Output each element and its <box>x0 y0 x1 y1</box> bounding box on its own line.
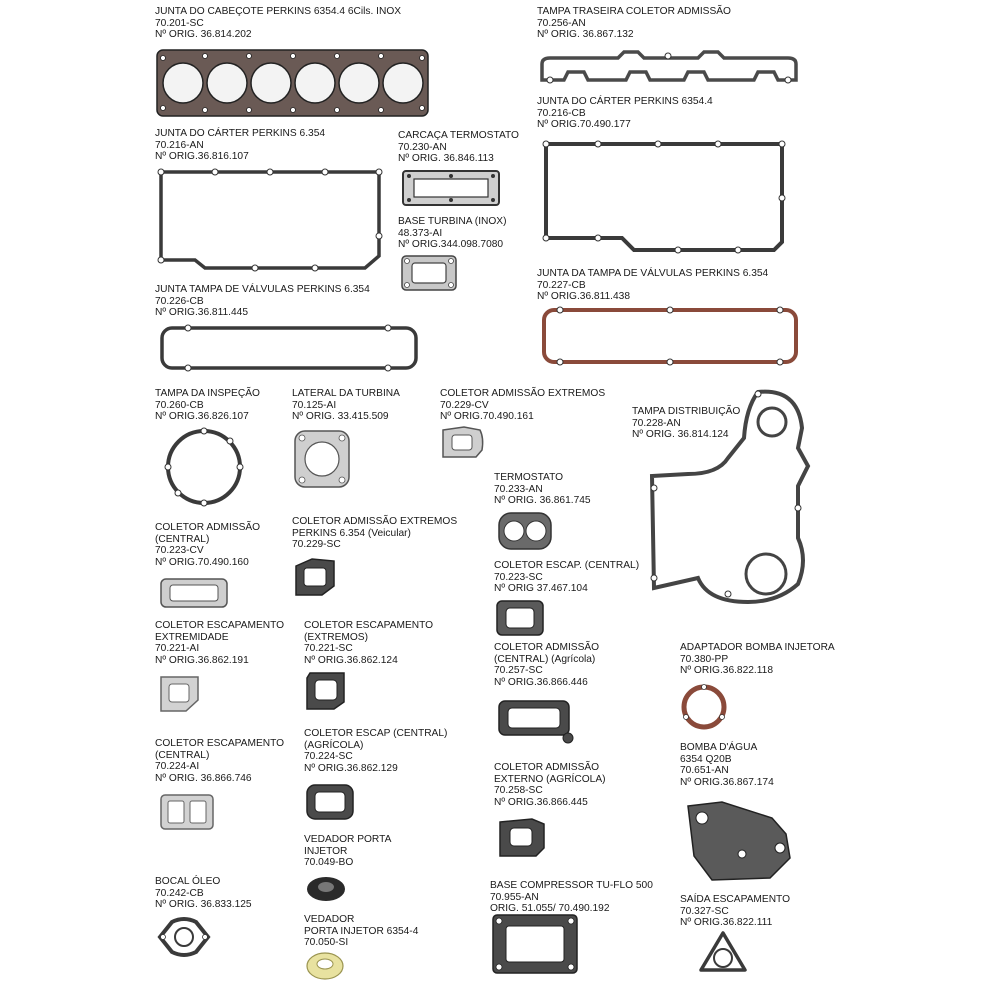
part-code-line: 70.233-AN <box>494 483 543 495</box>
part-code-line: Nº ORIG.36.816.107 <box>155 151 249 163</box>
part-code-line: 70.257-SC <box>494 665 543 677</box>
part-code-line: ORIG. 51.055/ 70.490.192 <box>490 903 610 915</box>
intake-ends-sc-illustration <box>292 556 338 598</box>
part-name: TAMPA DA INSPEÇÃO <box>155 388 260 399</box>
part-code-line: (CENTRAL) <box>155 749 210 761</box>
injection-pump-adapter-illustration <box>680 684 728 730</box>
part-name: COLETOR ESCAP. (CENTRAL) <box>494 560 640 571</box>
caption-saida-escapamento <box>680 894 790 929</box>
caption-coletor-escap-extremidade <box>155 620 284 666</box>
part-name: TAMPA TRASEIRA COLETOR ADMISSÃO <box>537 6 731 17</box>
part-code-line: 70.224-AI <box>155 761 200 773</box>
part-code-line: Nº ORIG. 33.415.509 <box>292 411 389 423</box>
part-code-line: 70.049-BO <box>304 857 354 869</box>
caption-vedador-porta-injetor-6354 <box>304 914 418 949</box>
part-name: TAMPA DISTRIBUIÇÃO <box>632 406 741 417</box>
caption-coletor-adm-central-cv <box>155 522 260 568</box>
part-code-line: Nº ORIG. 36.867.132 <box>537 29 634 41</box>
part-code-line: 70.201-SC <box>155 17 204 29</box>
part-code-line: 48.373-AI <box>398 227 443 239</box>
caption-carter-6354 <box>155 128 325 163</box>
part-code-line: 70.227-CB <box>537 279 586 291</box>
part-name: BASE TURBINA (INOX) <box>398 216 507 227</box>
caption-coletor-escap-central-sc <box>494 560 639 595</box>
part-code-line: 6354 Q20B <box>680 753 732 765</box>
caption-tampa-valvulas-226 <box>155 284 370 319</box>
part-code-line: 70.260-CB <box>155 399 204 411</box>
part-name: BASE COMPRESSOR TU-FLO 500 <box>490 880 653 891</box>
part-code-line: Nº ORIG.36.862.129 <box>304 762 398 774</box>
part-code-line: 70.380-PP <box>680 653 729 665</box>
part-name: COLETOR ADMISSÃO EXTREMOS <box>292 516 458 527</box>
exhaust-outlet-gasket-illustration <box>698 930 748 978</box>
part-code-line: 70.651-AN <box>680 765 729 777</box>
part-code-line: 70.955-AN <box>490 891 539 903</box>
part-code-line: Nº ORIG.36.822.111 <box>680 917 773 929</box>
caption-coletor-adm-externo <box>494 762 606 808</box>
part-code-line: Nº ORIG.36.862.191 <box>155 654 249 666</box>
injector-seal-6354-illustration <box>304 950 346 982</box>
part-code-line: Nº ORIG.36.811.445 <box>155 307 249 319</box>
part-code-line: Nº ORIG.344.098.7080 <box>398 239 504 251</box>
compressor-base-gasket-illustration <box>490 912 580 976</box>
part-code-line: Nº ORIG 37.467.104 <box>494 583 588 595</box>
sump-gasket-6354-4-illustration <box>538 138 790 256</box>
rear-cover-gasket-illustration <box>538 50 800 92</box>
part-name: BOMBA D'ÁGUA <box>680 742 758 753</box>
part-code-line: Nº ORIG. 36.846.113 <box>398 153 494 165</box>
injector-seal-illustration <box>304 874 348 904</box>
caption-tampa-inspecao <box>155 388 260 423</box>
part-name: JUNTA TAMPA DE VÁLVULAS PERKINS 6.354 <box>155 284 370 295</box>
part-code-line: Nº ORIG.36.867.174 <box>680 776 774 788</box>
part-code-line: (CENTRAL) (Agrícola) <box>494 653 596 665</box>
part-code-line: 70.223-CV <box>155 545 204 557</box>
part-code-line: EXTERNO (AGRÍCOLA) <box>494 773 606 785</box>
part-name: JUNTA DO CABEÇOTE PERKINS 6354.4 6Cils. INOX <box>155 6 402 17</box>
part-code-line: 70.229-SC <box>292 539 341 551</box>
intake-central-agricola-illustration <box>496 698 576 744</box>
part-name: LATERAL DA TURBINA <box>292 388 400 399</box>
part-code-line: (EXTREMOS) <box>304 631 368 643</box>
part-code-line: Nº ORIG. 36.833.125 <box>155 899 252 911</box>
part-code-line: Nº ORIG.70.490.160 <box>155 556 249 568</box>
valve-cover-gasket-226-illustration <box>158 324 420 372</box>
part-name: COLETOR ESCAPAMENTO <box>155 738 285 749</box>
exhaust-central-ai-illustration <box>158 792 216 832</box>
turbo-base-gasket-illustration <box>400 254 458 292</box>
exhaust-extremity-ai-illustration <box>158 674 202 714</box>
part-name: CARCAÇA TERMOSTATO <box>398 130 519 141</box>
part-name: COLETOR ESCAPAMENTO <box>155 620 285 631</box>
caption-lateral-turbina <box>292 388 400 423</box>
caption-carcaca-termostato <box>398 130 519 165</box>
head-gasket-illustration <box>155 48 430 118</box>
intake-manifold-ends-cv-illustration <box>440 424 486 460</box>
intake-external-illustration <box>496 816 548 860</box>
part-name: ADAPTADOR BOMBA INJETORA <box>680 642 835 653</box>
part-code-line: Nº ORIG. 36.814.202 <box>155 29 252 41</box>
part-code-line: 70.125-AI <box>292 399 337 411</box>
caption-coletor-adm-extremos-sc <box>292 516 457 551</box>
part-code-line: Nº ORIG.36.866.446 <box>494 676 588 688</box>
part-name: COLETOR ADMISSÃO <box>494 642 600 653</box>
part-code-line: 70.258-SC <box>494 785 543 797</box>
part-name: JUNTA DO CÁRTER PERKINS 6354.4 <box>537 96 713 107</box>
part-code-line: 70.221-SC <box>304 643 353 655</box>
caption-adaptador-bomba <box>680 642 835 677</box>
inspection-cover-gasket-illustration <box>158 426 250 508</box>
caption-coletor-escap-central-agricola <box>304 728 447 774</box>
caption-bomba-agua <box>680 742 774 788</box>
part-code-line: Nº ORIG.36.822.118 <box>680 665 774 677</box>
caption-tampa-traseira <box>537 6 731 41</box>
part-code-line: Nº ORIG. 36.814.124 <box>632 429 729 441</box>
exhaust-ends-sc-illustration <box>304 670 348 712</box>
part-code-line: INJETOR <box>304 845 348 857</box>
part-code-line: PORTA INJETOR 6354-4 <box>304 925 419 937</box>
caption-bocal-oleo <box>155 876 252 911</box>
caption-coletor-adm-central-agricola <box>494 642 599 688</box>
part-name: BOCAL ÓLEO <box>155 876 221 887</box>
part-code-line: 70.327-SC <box>680 905 729 917</box>
thermostat-gasket-illustration <box>496 510 554 552</box>
part-code-line: Nº ORIG.36.811.438 <box>537 291 631 303</box>
part-code-line: 70.216-CB <box>537 107 586 119</box>
caption-base-compressor <box>490 880 653 915</box>
oil-filler-gasket-illustration <box>156 914 212 960</box>
part-code-line: Nº ORIG.36.866.445 <box>494 796 588 808</box>
part-name: COLETOR ADMISSÃO <box>494 762 600 773</box>
caption-tampa-valvulas-227 <box>537 268 768 303</box>
part-code-line: 70.050-SI <box>304 937 349 949</box>
exhaust-central-agricola-illustration <box>304 782 356 822</box>
part-code-line: 70.242-CB <box>155 887 204 899</box>
caption-carter-6354-4 <box>537 96 713 131</box>
caption-head <box>155 6 401 41</box>
part-code-line: Nº ORIG.36.826.107 <box>155 411 249 423</box>
caption-termostato <box>494 472 591 507</box>
part-code-line: 70.216-AN <box>155 139 204 151</box>
timing-cover-gasket-illustration <box>648 388 844 606</box>
intake-central-cv-illustration <box>158 576 230 610</box>
valve-cover-gasket-227-illustration <box>540 306 800 366</box>
part-code-line: 70.221-AI <box>155 643 200 655</box>
part-name: COLETOR ESCAPAMENTO <box>304 620 434 631</box>
caption-coletor-escap-central-ai <box>155 738 284 784</box>
part-code-line: Nº ORIG. 36.866.746 <box>155 772 252 784</box>
part-name: COLETOR ESCAP (CENTRAL) <box>304 728 448 739</box>
part-name: VEDADOR PORTA <box>304 834 392 845</box>
part-code-line: (CENTRAL) <box>155 533 210 545</box>
part-code-line: PERKINS 6.354 (Veicular) <box>292 527 411 539</box>
part-code-line: 70.226-CB <box>155 295 204 307</box>
part-name: TERMOSTATO <box>494 472 564 483</box>
caption-coletor-escap-extremos-sc <box>304 620 433 666</box>
exhaust-central-sc-illustration <box>494 598 546 638</box>
part-code-line: Nº ORIG.36.862.124 <box>304 654 398 666</box>
part-code-line: 70.229-CV <box>440 399 489 411</box>
part-name: VEDADOR <box>304 914 355 925</box>
part-name: COLETOR ADMISSÃO EXTREMOS <box>440 388 606 399</box>
caption-coletor-adm-extremos-cv <box>440 388 605 423</box>
part-code-line: 70.223-SC <box>494 571 543 583</box>
caption-base-turbina <box>398 216 507 251</box>
water-pump-gasket-illustration <box>682 798 796 884</box>
part-code-line: 70.230-AN <box>398 141 447 153</box>
part-code-line: 70.224-SC <box>304 751 353 763</box>
part-code-line: EXTREMIDADE <box>155 631 229 643</box>
caption-vedador-porta-injetor <box>304 834 391 869</box>
part-code-line: 70.256-AN <box>537 17 586 29</box>
part-code-line: 70.228-AN <box>632 417 681 429</box>
part-code-line: Nº ORIG.70.490.161 <box>440 411 534 423</box>
part-name: JUNTA DA TAMPA DE VÁLVULAS PERKINS 6.354 <box>537 268 769 279</box>
turbo-side-gasket-illustration <box>292 428 352 490</box>
part-name: COLETOR ADMISSÃO <box>155 522 261 533</box>
part-code-line: Nº ORIG.70.490.177 <box>537 119 631 131</box>
part-code-line: Nº ORIG. 36.861.745 <box>494 495 591 507</box>
part-name: SAÍDA ESCAPAMENTO <box>680 894 791 905</box>
sump-gasket-6354-illustration <box>155 166 385 274</box>
part-code-line: (AGRÍCOLA) <box>304 739 364 751</box>
thermostat-housing-gasket-illustration <box>400 168 502 208</box>
part-name: JUNTA DO CÁRTER PERKINS 6.354 <box>155 128 326 139</box>
